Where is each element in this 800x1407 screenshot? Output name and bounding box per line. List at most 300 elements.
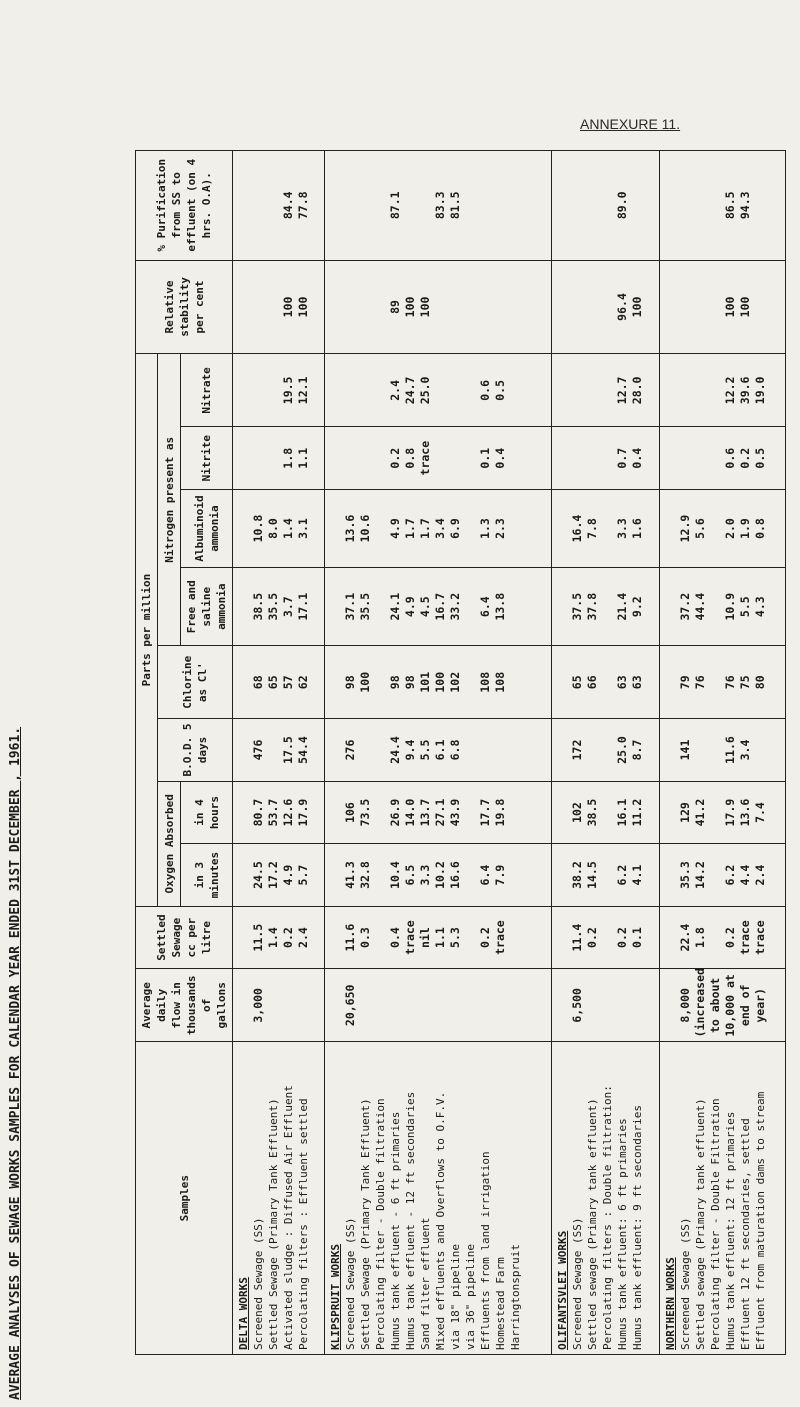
alb-value bbox=[463, 494, 478, 563]
free-value: 4.3 bbox=[753, 596, 768, 618]
ox4-value bbox=[463, 786, 478, 840]
ox3-cell bbox=[551, 844, 660, 907]
alb-value bbox=[708, 494, 723, 563]
settled-value: 2.4 bbox=[296, 927, 310, 948]
sample-label: Percolating filters : Effluent settled bbox=[297, 1098, 310, 1350]
chlorine-value bbox=[508, 650, 523, 714]
nitrate-value: 12.1 bbox=[296, 376, 310, 405]
purification-value bbox=[708, 155, 723, 256]
purification-cell bbox=[324, 151, 551, 261]
sample-label: Settled sewage (Primary tank effluent) bbox=[694, 1098, 708, 1350]
nitrite-value: 0.2 bbox=[738, 447, 753, 469]
stability-value bbox=[753, 265, 768, 350]
free-value: 33.2 bbox=[447, 592, 462, 621]
settled-cell bbox=[660, 906, 786, 969]
bod-value: 5.5 bbox=[417, 739, 432, 761]
sample-label: Effluent 12 ft secondaries, settled bbox=[739, 1118, 753, 1350]
free-value: 10.9 bbox=[723, 592, 738, 621]
sample-label: Effluents from land irrigation bbox=[478, 1151, 492, 1350]
ox3-value: 35.3 bbox=[678, 861, 693, 889]
chlorine-value: 98 bbox=[342, 675, 357, 690]
flow-cell bbox=[233, 969, 325, 1042]
free-cell bbox=[660, 568, 786, 646]
settled-value: 5.3 bbox=[447, 927, 462, 948]
nitrate-cell bbox=[660, 354, 786, 427]
settled-value: 0.2 bbox=[584, 927, 599, 948]
nitrate-value bbox=[585, 358, 600, 422]
alb-value: 10.8 bbox=[251, 514, 265, 543]
table-row bbox=[551, 151, 660, 1355]
bod-value: 276 bbox=[342, 739, 357, 761]
ox4-value bbox=[708, 786, 723, 840]
bod-value: 8.7 bbox=[629, 739, 644, 761]
ox3-cell bbox=[660, 844, 786, 907]
works-name: KLIPSPRUIT WORKS bbox=[328, 1244, 342, 1350]
alb-value bbox=[600, 494, 615, 563]
stability-value bbox=[478, 265, 493, 350]
stability-cell bbox=[660, 260, 786, 354]
chlorine-value: 108 bbox=[477, 671, 492, 693]
free-value: 13.8 bbox=[492, 592, 507, 621]
nitrite-value bbox=[678, 431, 693, 485]
bod-value: 172 bbox=[569, 739, 584, 761]
alb-value: 1.6 bbox=[629, 518, 644, 539]
analysis-table-rotated bbox=[135, 150, 785, 1355]
alb-value: 5.6 bbox=[693, 518, 708, 539]
free-value: 44.4 bbox=[693, 592, 708, 621]
purification-value bbox=[251, 155, 266, 256]
chlorine-value bbox=[373, 650, 388, 714]
settled-value: 0.4 bbox=[387, 927, 402, 948]
nitrate-value: 12.2 bbox=[723, 376, 738, 405]
nitrite-value bbox=[693, 431, 708, 485]
ox4-value: 73.5 bbox=[357, 798, 372, 827]
alb-cell bbox=[324, 489, 551, 567]
ox3-value: 10.4 bbox=[387, 861, 402, 889]
samples-cell bbox=[233, 1042, 325, 1355]
bod-value bbox=[708, 723, 723, 777]
samples-cell bbox=[324, 1042, 551, 1355]
free-value bbox=[463, 572, 478, 641]
settled-value: 0.2 bbox=[477, 927, 492, 948]
free-value: 16.7 bbox=[432, 592, 447, 621]
ox3-value bbox=[600, 848, 615, 902]
ox3-value: 17.2 bbox=[266, 861, 280, 889]
alb-value: 2.0 bbox=[723, 518, 738, 539]
header-bod: B.O.D. 5 days bbox=[158, 719, 233, 782]
bod-value bbox=[373, 723, 388, 777]
nitrite-value bbox=[433, 431, 448, 485]
nitrate-value: 0.6 bbox=[477, 380, 492, 401]
free-value: 24.1 bbox=[387, 592, 402, 621]
header-flow: Average daily flow in thousands of gallons bbox=[136, 969, 233, 1042]
purification-cell bbox=[551, 151, 660, 261]
alb-value: 3.1 bbox=[296, 518, 310, 539]
bod-value bbox=[585, 723, 600, 777]
flow-value: 6,500 bbox=[569, 988, 584, 1023]
sample-label: Screened Sewage (SS) bbox=[252, 1217, 265, 1350]
sample-label: Screened Sewage (SS) bbox=[343, 1217, 357, 1350]
nitrate-cell bbox=[324, 354, 551, 427]
header-settled: Settled Sewage cc per litre bbox=[136, 906, 233, 969]
nitrite-value bbox=[508, 431, 523, 485]
header-stability: Relative stability per cent bbox=[136, 260, 233, 354]
nitrite-value bbox=[343, 431, 358, 485]
free-value: 6.4 bbox=[477, 596, 492, 618]
ox3-value: 3.3 bbox=[417, 864, 432, 886]
free-value: 35.5 bbox=[266, 592, 280, 621]
free-value: 3.7 bbox=[281, 596, 295, 618]
sample-label: Effluent from maturation dams to stream bbox=[754, 1091, 768, 1350]
nitrite-value bbox=[585, 431, 600, 485]
table-row bbox=[660, 151, 786, 1355]
header-ox4: in 4 hours bbox=[181, 781, 233, 844]
nitrate-value: 24.7 bbox=[402, 376, 417, 405]
ox3-value bbox=[373, 848, 388, 902]
settled-value: trace bbox=[492, 920, 507, 955]
settled-cell bbox=[551, 906, 660, 969]
ox4-cell bbox=[551, 781, 660, 844]
chlorine-cell bbox=[324, 646, 551, 719]
settled-value: trace bbox=[738, 920, 753, 955]
nitrate-value: 25.0 bbox=[417, 376, 432, 405]
sample-label: Sand filter effluent bbox=[418, 1217, 432, 1350]
free-value: 35.5 bbox=[357, 592, 372, 621]
flow-value: 3,000 bbox=[251, 988, 265, 1023]
purification-cell bbox=[233, 151, 325, 261]
ox3-value: 38.2 bbox=[569, 861, 584, 889]
alb-value: 7.8 bbox=[584, 518, 599, 539]
stability-cell bbox=[324, 260, 551, 354]
nitrate-value: 12.7 bbox=[614, 376, 629, 405]
stability-cell bbox=[233, 260, 325, 354]
nitrate-value bbox=[343, 358, 358, 422]
free-value: 17.1 bbox=[296, 592, 310, 621]
sample-label: via 18" pipeline bbox=[448, 1244, 462, 1350]
alb-value: 1.4 bbox=[281, 518, 295, 539]
sample-label: Percolating filters : Double filtration: bbox=[600, 1085, 614, 1350]
header-nitrate: Nitrate bbox=[181, 354, 233, 427]
ox3-value: 14.2 bbox=[693, 861, 708, 889]
alb-value: 1.3 bbox=[477, 518, 492, 539]
nitrite-value: 0.7 bbox=[614, 447, 629, 469]
settled-value: 0.2 bbox=[614, 927, 629, 948]
header-free: Free and saline ammonia bbox=[181, 568, 233, 646]
settled-value: 11.5 bbox=[251, 923, 265, 952]
ox4-value: 80.7 bbox=[251, 798, 265, 827]
settled-value: 22.4 bbox=[678, 923, 693, 952]
header-nitrogen: Nitrogen present as bbox=[158, 354, 181, 646]
bod-value bbox=[493, 723, 508, 777]
purification-value bbox=[493, 155, 508, 256]
nitrite-value: 0.5 bbox=[753, 447, 768, 469]
sample-label: Percolating filter - Double filtration bbox=[373, 1098, 387, 1350]
settled-value bbox=[600, 911, 615, 965]
free-value: 9.2 bbox=[629, 596, 644, 618]
sample-label: Humus tank effluent: 6 ft primaries bbox=[615, 1118, 629, 1350]
ox4-cell bbox=[660, 781, 786, 844]
purification-value: 81.5 bbox=[447, 191, 462, 220]
purification-value: 77.8 bbox=[296, 191, 310, 220]
purification-value: 83.3 bbox=[432, 191, 447, 220]
chlorine-cell bbox=[660, 646, 786, 719]
ox3-value: 6.5 bbox=[402, 864, 417, 886]
alb-value: 8.0 bbox=[266, 518, 280, 539]
purification-value bbox=[678, 155, 693, 256]
purification-value: 89.0 bbox=[614, 191, 629, 220]
nitrate-value: 39.6 bbox=[738, 376, 753, 405]
ox3-value: 6.2 bbox=[614, 864, 629, 886]
stability-value bbox=[508, 265, 523, 350]
table-row bbox=[324, 151, 551, 1355]
purification-value bbox=[358, 155, 373, 256]
works-name: OLIFANTSVLEI WORKS bbox=[555, 1230, 569, 1350]
bod-value: 11.6 bbox=[723, 736, 738, 764]
header-nitrite: Nitrite bbox=[181, 427, 233, 490]
bod-value: 17.5 bbox=[281, 736, 295, 764]
nitrate-value bbox=[678, 358, 693, 422]
bod-value: 6.8 bbox=[447, 739, 462, 761]
nitrite-value: 0.4 bbox=[629, 447, 644, 469]
nitrate-value: 19.0 bbox=[753, 376, 768, 405]
nitrite-value bbox=[600, 431, 615, 485]
sample-label: Humus tank effluent: 9 ft secondaries bbox=[630, 1104, 644, 1350]
sample-label: Harringtonspruit bbox=[508, 1244, 522, 1350]
purification-value bbox=[753, 155, 768, 256]
chlorine-value bbox=[600, 650, 615, 714]
stability-value bbox=[585, 265, 600, 350]
alb-value: 4.9 bbox=[387, 518, 402, 539]
purification-value bbox=[418, 155, 433, 256]
nitrate-value bbox=[508, 358, 523, 422]
ox3-value: 14.5 bbox=[584, 861, 599, 889]
alb-value: 1.7 bbox=[417, 518, 432, 539]
ox4-value: 106 bbox=[342, 802, 357, 823]
ox3-cell bbox=[324, 844, 551, 907]
ox3-value: 7.9 bbox=[492, 864, 507, 886]
nitrite-cell bbox=[324, 427, 551, 490]
sample-label: Percolating filter - Double Filtration bbox=[709, 1098, 723, 1350]
bod-value bbox=[693, 723, 708, 777]
ox4-value: 17.7 bbox=[477, 798, 492, 827]
ox4-value: 17.9 bbox=[723, 798, 738, 827]
ox3-value bbox=[463, 848, 478, 902]
ox4-value: 19.8 bbox=[492, 798, 507, 827]
ox4-value bbox=[373, 786, 388, 840]
nitrate-cell bbox=[233, 354, 325, 427]
ox4-value: 7.4 bbox=[753, 802, 768, 823]
alb-value: 16.4 bbox=[569, 514, 584, 543]
nitrite-value: 0.6 bbox=[723, 447, 738, 469]
free-value: 5.5 bbox=[738, 596, 753, 618]
purification-value bbox=[463, 155, 478, 256]
header-ox3: in 3 minutes bbox=[181, 844, 233, 907]
ox3-value: 6.4 bbox=[477, 864, 492, 886]
chlorine-value: 98 bbox=[387, 675, 402, 690]
nitrate-value bbox=[251, 358, 266, 422]
alb-value: 3.3 bbox=[614, 518, 629, 539]
bod-value: 3.4 bbox=[738, 739, 753, 761]
sample-label: Humus tank effluent - 6 ft primaries bbox=[388, 1111, 402, 1350]
nitrite-value: 0.4 bbox=[492, 447, 507, 469]
ox4-value: 53.7 bbox=[266, 798, 280, 827]
ox4-value: 41.2 bbox=[693, 798, 708, 827]
table-body bbox=[233, 151, 786, 1355]
purification-value bbox=[266, 155, 281, 256]
settled-value bbox=[463, 911, 478, 965]
nitrate-value bbox=[463, 358, 478, 422]
stability-value: 96.4 bbox=[614, 293, 629, 321]
settled-cell bbox=[233, 906, 325, 969]
sample-label: Humus tank effluent - 12 ft secondaries bbox=[403, 1091, 417, 1350]
chlorine-value: 108 bbox=[492, 671, 507, 693]
settled-value: 1.8 bbox=[693, 927, 708, 948]
sample-label: Settled Sewage (Primary Tank Effluent) bbox=[358, 1098, 372, 1350]
header-purification: % Purification from SS to effluent (on 4 hrs. O.A). bbox=[136, 151, 233, 261]
nitrate-value bbox=[570, 358, 585, 422]
ox3-value bbox=[508, 848, 523, 902]
settled-value: nil bbox=[417, 927, 432, 948]
stability-value: 100 bbox=[296, 296, 310, 318]
purification-value bbox=[343, 155, 358, 256]
bod-value: 476 bbox=[251, 739, 265, 761]
settled-value: 1.1 bbox=[432, 927, 447, 948]
settled-value bbox=[508, 911, 523, 965]
sample-label: Homestead Farm bbox=[493, 1257, 507, 1350]
alb-value: 12.9 bbox=[678, 514, 693, 543]
chlorine-cell bbox=[551, 646, 660, 719]
ox3-value: 5.7 bbox=[296, 864, 310, 886]
settled-value: 11.6 bbox=[342, 923, 357, 952]
free-value bbox=[600, 572, 615, 641]
nitrite-value bbox=[448, 431, 463, 485]
purification-cell bbox=[660, 151, 786, 261]
chlorine-value: 98 bbox=[402, 675, 417, 690]
stability-value bbox=[693, 265, 708, 350]
stability-cell bbox=[551, 260, 660, 354]
ox4-value: 129 bbox=[678, 802, 693, 823]
alb-value: 1.7 bbox=[402, 518, 417, 539]
flow-cell bbox=[551, 969, 660, 1042]
bod-value bbox=[753, 723, 768, 777]
ox4-value bbox=[600, 786, 615, 840]
ox3-value: 4.1 bbox=[629, 864, 644, 886]
bod-value bbox=[463, 723, 478, 777]
stability-value: 100 bbox=[738, 296, 753, 318]
nitrate-value bbox=[358, 358, 373, 422]
alb-cell bbox=[233, 489, 325, 567]
chlorine-value: 62 bbox=[296, 675, 310, 690]
chlorine-value bbox=[463, 650, 478, 714]
alb-value: 2.3 bbox=[492, 518, 507, 539]
nitrite-value: 1.8 bbox=[281, 447, 295, 469]
free-value: 37.8 bbox=[584, 592, 599, 621]
stability-value bbox=[266, 265, 281, 350]
ox3-value: 10.2 bbox=[432, 861, 447, 889]
nitrite-cell bbox=[551, 427, 660, 490]
sample-label: Screened Sewage (SS) bbox=[679, 1217, 693, 1350]
works-name: DELTA WORKS bbox=[237, 1277, 250, 1350]
nitrite-value bbox=[266, 431, 281, 485]
ox4-value: 43.9 bbox=[447, 798, 462, 827]
stability-value bbox=[708, 265, 723, 350]
ox4-value: 17.9 bbox=[296, 798, 310, 827]
page-label: ANNEXURE 11. bbox=[580, 116, 681, 132]
flow-value: 20,650 bbox=[342, 984, 357, 1027]
alb-value: 10.6 bbox=[357, 514, 372, 543]
ox4-value: 26.9 bbox=[387, 798, 402, 827]
chlorine-value bbox=[708, 650, 723, 714]
free-value: 4.5 bbox=[417, 596, 432, 618]
settled-value: 0.2 bbox=[281, 927, 295, 948]
settled-value: 11.4 bbox=[569, 923, 584, 952]
alb-cell bbox=[551, 489, 660, 567]
nitrate-value: 28.0 bbox=[629, 376, 644, 405]
nitrate-value bbox=[448, 358, 463, 422]
nitrate-value bbox=[373, 358, 388, 422]
nitrate-value: 2.4 bbox=[387, 380, 402, 401]
ox4-value: 13.7 bbox=[417, 798, 432, 827]
ox3-cell bbox=[233, 844, 325, 907]
settled-value bbox=[373, 911, 388, 965]
stability-value bbox=[448, 265, 463, 350]
nitrate-value: 0.5 bbox=[492, 380, 507, 401]
bod-value bbox=[600, 723, 615, 777]
sample-label: Settled Sewage (Primary Tank Effluent) bbox=[267, 1098, 280, 1350]
free-cell bbox=[233, 568, 325, 646]
chlorine-value: 63 bbox=[614, 675, 629, 690]
stability-value bbox=[433, 265, 448, 350]
bod-value bbox=[478, 723, 493, 777]
bod-value: 9.4 bbox=[402, 739, 417, 761]
stability-value bbox=[358, 265, 373, 350]
bod-value: 25.0 bbox=[614, 736, 629, 764]
header-ppm: Parts per million bbox=[136, 354, 158, 906]
alb-value bbox=[373, 494, 388, 563]
ox4-cell bbox=[324, 781, 551, 844]
free-value: 37.5 bbox=[569, 592, 584, 621]
chlorine-value: 75 bbox=[738, 675, 753, 690]
chlorine-value: 76 bbox=[693, 675, 708, 690]
alb-value: 13.6 bbox=[342, 514, 357, 543]
ox4-value: 14.0 bbox=[402, 798, 417, 827]
chlorine-value: 63 bbox=[629, 675, 644, 690]
chlorine-value: 101 bbox=[417, 671, 432, 693]
bod-value bbox=[358, 723, 373, 777]
stability-value: 100 bbox=[402, 296, 417, 318]
nitrate-value bbox=[600, 358, 615, 422]
nitrite-value bbox=[463, 431, 478, 485]
header-chlorine: Chlorine as Cl' bbox=[158, 646, 233, 719]
stability-value bbox=[678, 265, 693, 350]
chlorine-value: 65 bbox=[266, 675, 280, 690]
ox4-cell bbox=[233, 781, 325, 844]
samples-cell bbox=[660, 1042, 786, 1355]
header-samples: Samples bbox=[136, 1042, 233, 1355]
purification-value bbox=[478, 155, 493, 256]
purification-value bbox=[570, 155, 585, 256]
sample-label: Settled sewage (Primary tank effluent) bbox=[585, 1098, 599, 1350]
bod-value bbox=[508, 723, 523, 777]
nitrite-value: 1.1 bbox=[296, 447, 310, 469]
stability-value bbox=[600, 265, 615, 350]
nitrate-value bbox=[693, 358, 708, 422]
free-cell bbox=[551, 568, 660, 646]
nitrate-value bbox=[708, 358, 723, 422]
chlorine-value: 100 bbox=[432, 671, 447, 693]
chlorine-value: 79 bbox=[678, 675, 693, 690]
ox4-value: 11.2 bbox=[629, 798, 644, 827]
